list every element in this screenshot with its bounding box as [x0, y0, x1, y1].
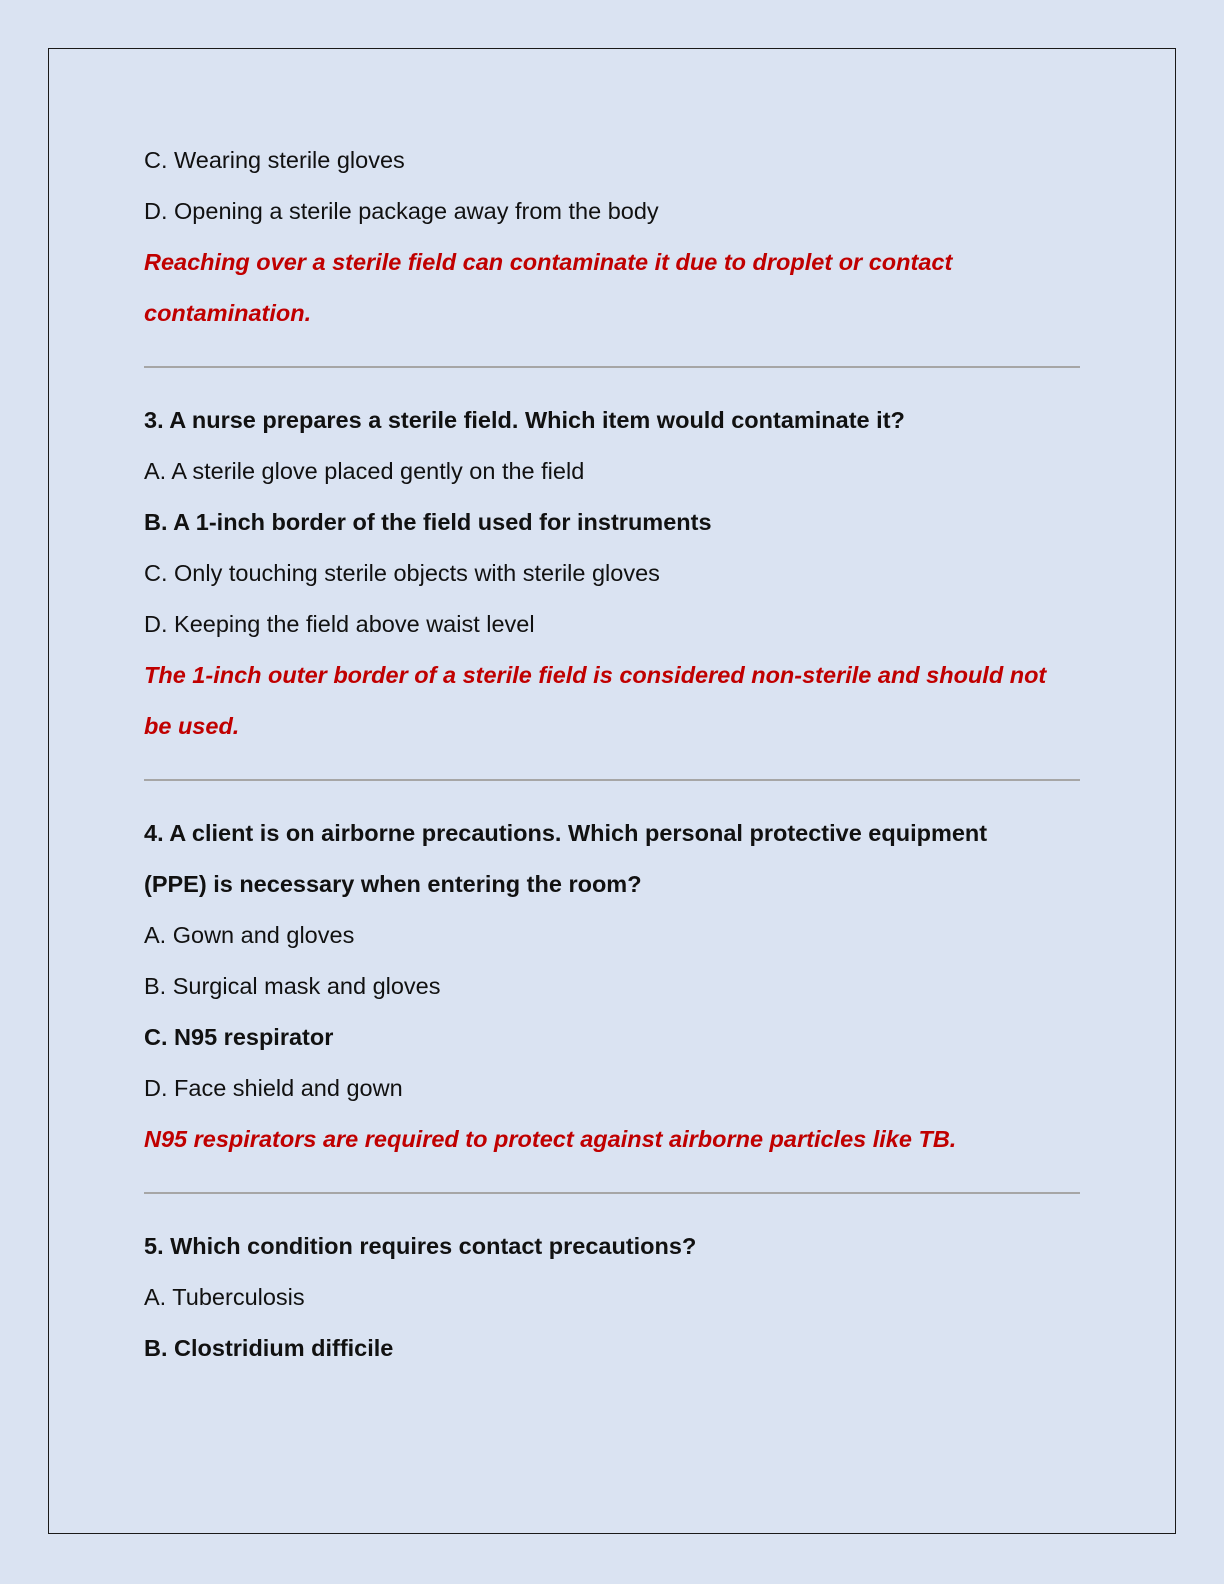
q3-option-b-correct: B. A 1-inch border of the field used for instruments — [144, 509, 712, 535]
q2-option-c: C. Wearing sterile gloves — [144, 147, 405, 173]
q4-option-a: A. Gown and gloves — [144, 922, 355, 948]
q4-option-c-correct: C. N95 respirator — [144, 1024, 334, 1050]
q4-option-b: B. Surgical mask and gloves — [144, 973, 441, 999]
document-content — [144, 135, 1080, 1374]
question-3-block — [144, 395, 1080, 752]
q3-option-a: A. A sterile glove placed gently on the field — [144, 458, 585, 484]
q4-option-d: D. Face shield and gown — [144, 1075, 403, 1101]
q3-option-d: D. Keeping the field above waist level — [144, 611, 535, 637]
q2-rationale-line-1: Reaching over a sterile field can contaminate it due to droplet or contact — [144, 249, 953, 275]
q4-question-line-2: (PPE) is necessary when entering the room? — [144, 871, 642, 897]
q3-rationale-line-2: be used. — [144, 713, 240, 739]
q4-rationale-line-1: N95 respirators are required to protect against airborne particles like TB. — [144, 1126, 957, 1152]
question-4-block — [144, 808, 1080, 1165]
q5-option-a: A. Tuberculosis — [144, 1284, 305, 1310]
q2-rationale-line-2: contamination. — [144, 300, 312, 326]
q3-rationale-line-1: The 1-inch outer border of a sterile field is considered non-sterile and should not — [144, 662, 1047, 688]
q2-option-d: D. Opening a sterile package away from the body — [144, 198, 659, 224]
question-2-block — [144, 135, 1080, 339]
q3-question: 3. A nurse prepares a sterile field. Which item would contaminate it? — [144, 407, 905, 433]
q5-question: 5. Which condition requires contact precautions? — [144, 1233, 697, 1259]
question-5-block — [144, 1221, 1080, 1374]
q3-option-c: C. Only touching sterile objects with sterile gloves — [144, 560, 660, 586]
q5-option-b-correct: B. Clostridium difficile — [144, 1335, 394, 1361]
q4-question-line-1: 4. A client is on airborne precautions. Which personal protective equipment — [144, 820, 988, 846]
